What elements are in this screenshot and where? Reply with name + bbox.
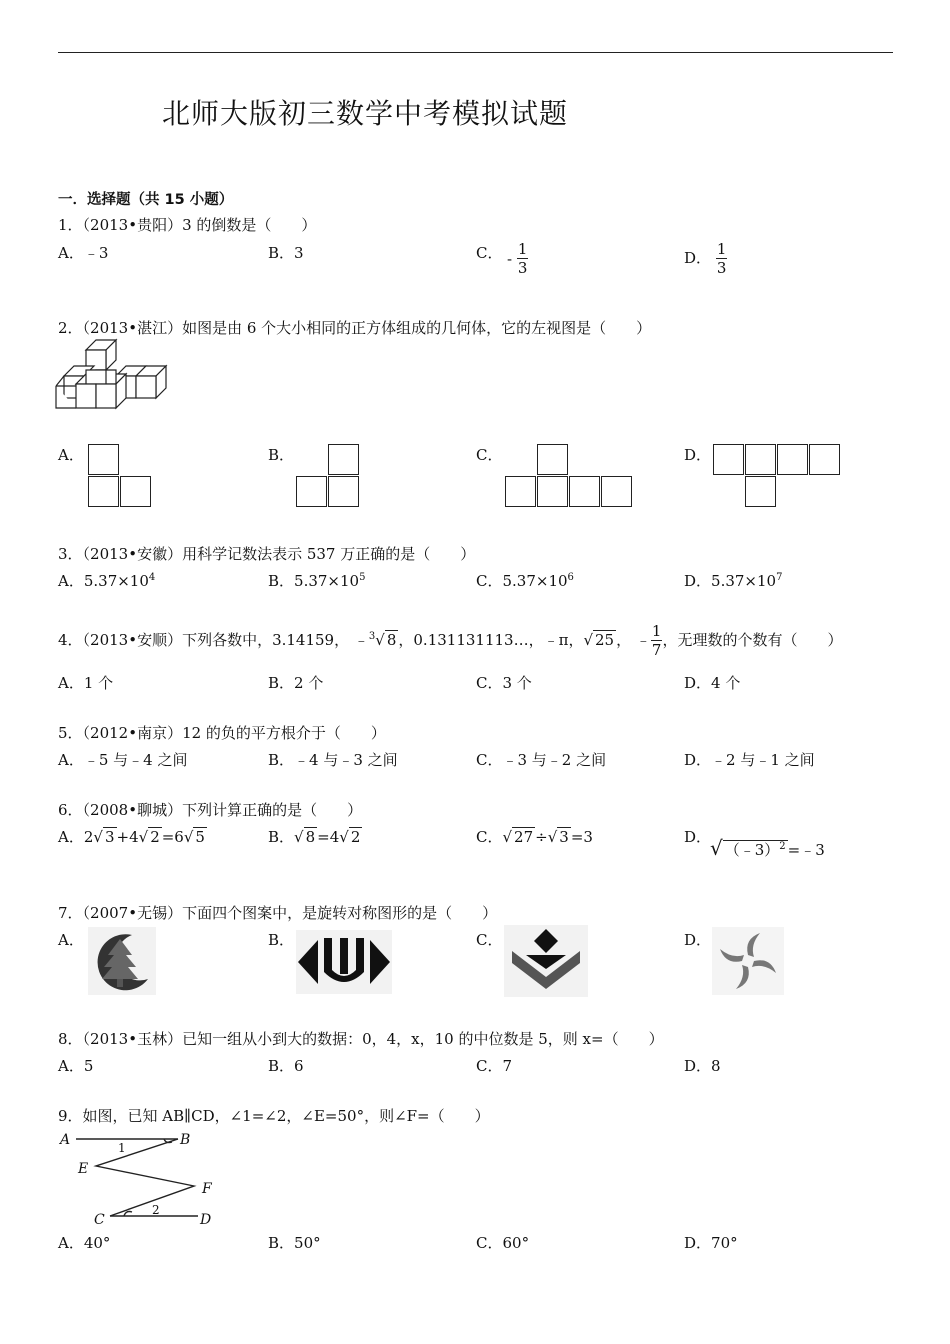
q7-option-b: B．: [268, 931, 295, 949]
q3-b-exp: 5: [359, 572, 366, 583]
q7-pattern-a-tree: [88, 927, 156, 995]
question-2-stem: 2．（2013•湛江）如图是由 6 个大小相同的正方体组成的几何体，它的左视图是（ ）: [58, 319, 652, 337]
question-7-stem: 7．（2007•无锡）下面四个图案中，是旋转对称图形的是（ ）: [58, 904, 498, 922]
q1-option-d: [684, 242, 727, 276]
q1-c-den: 3: [517, 259, 528, 277]
q2-solid-figure: [56, 338, 171, 414]
q1-option-b: B．3: [268, 244, 304, 262]
q9-label-angle2: 2: [152, 1203, 160, 1217]
q3-c-label: C．: [476, 572, 503, 590]
q4-option-b: B．2 个: [268, 674, 324, 692]
q1-option-c: [476, 242, 502, 263]
q7-pattern-b-emblem: [296, 930, 392, 994]
q6-c-root2: √ 3: [547, 828, 569, 846]
q6-d-root: √ （﹣3）$^2$: [710, 836, 786, 860]
q1-c-sign: -: [507, 250, 513, 268]
q9-label-f: F: [202, 1181, 212, 1197]
q6-b-rad1: 8: [305, 828, 316, 846]
q5-option-d: D．﹣2 与﹣1 之间: [684, 751, 815, 769]
q6-d-radicand: [723, 840, 788, 859]
q5-option-c: C．﹣3 与﹣2 之间: [476, 751, 607, 769]
q3-a-label: A．: [58, 572, 84, 590]
q4-stem-part4: ，无理数的个数有（ ）: [662, 631, 843, 649]
q9-label-e: E: [78, 1161, 89, 1177]
q7-pattern-d-pinwheel: [712, 927, 784, 995]
header-rule: [58, 52, 893, 53]
q6-b-root1: √ 8: [294, 828, 316, 846]
q2-option-c: C．: [476, 446, 503, 464]
q4-stem-part3: ，: [616, 631, 632, 649]
q6-a-rad2: 2: [150, 828, 160, 846]
question-5-stem: 5．（2012•南京）12 的负的平方根介于（ ）: [58, 724, 386, 742]
q7-option-a: A．: [58, 931, 84, 949]
q1-option-c-label: C．: [476, 244, 503, 262]
q6-a-root2: √ 2: [138, 828, 160, 846]
q4-fraction: [651, 624, 663, 658]
q8-option-b: B．6: [268, 1057, 304, 1075]
q6-c-rad1: 27: [514, 828, 534, 846]
q6-a-op: +4: [116, 828, 139, 846]
q6-option-a: [58, 826, 207, 847]
q4-cbrt-radicand: 8: [386, 631, 397, 649]
q1-d-frac: [716, 242, 728, 276]
q6-c-eq: =3: [570, 828, 593, 846]
q6-b-rad2: 2: [350, 828, 361, 846]
q6-c-op: ÷: [535, 828, 548, 846]
q3-c-exp: 6: [567, 572, 574, 583]
q6-a-root1: √ 3: [93, 828, 115, 846]
question-8-stem: 8．（2013•玉林）已知一组从小到大的数据：0，4，x，10 的中位数是 5，则 x=（ ）: [58, 1030, 664, 1048]
q7-option-d: D．: [684, 931, 712, 949]
q3-d-label: D．: [684, 572, 712, 590]
q6-option-d-label: D．: [684, 828, 712, 846]
q3-b-label: B．: [268, 572, 295, 590]
q1-d-den: 3: [716, 259, 727, 277]
q6-a-eq: =6: [161, 828, 184, 846]
q8-option-d: D．8: [684, 1057, 721, 1075]
q6-b-label: B．: [268, 828, 295, 846]
q9-option-c: C．60°: [476, 1234, 530, 1252]
q7-option-c: C．: [476, 931, 503, 949]
q8-option-a: A．5: [58, 1057, 94, 1075]
q3-c-base: 5.37×10: [502, 572, 568, 590]
q4-square-root: √ 25: [583, 631, 615, 649]
q4-frac-den: 7: [651, 641, 662, 659]
q3-b-base: 5.37×10: [294, 572, 360, 590]
q6-option-c: [476, 826, 593, 847]
q4-option-d: D．4 个: [684, 674, 741, 692]
question-9-stem: 9．如图，已知 AB∥CD，∠1=∠2，∠E=50°，则∠F=（ ）: [58, 1107, 490, 1125]
q2-option-d: D．: [684, 446, 712, 464]
q4-sqrt-radicand: 25: [595, 631, 615, 649]
q3-option-a: [58, 570, 155, 591]
q3-a-exp: 4: [148, 572, 156, 583]
q8-option-c: C．7: [476, 1057, 513, 1075]
q9-option-a: A．40°: [58, 1234, 111, 1252]
question-4-stem: [58, 624, 842, 658]
section-heading: 一．选择题（共 15 小题）: [58, 192, 234, 208]
q6-option-b: [268, 826, 362, 847]
q9-label-c: C: [94, 1212, 105, 1228]
q1-c-frac: [517, 242, 529, 276]
q3-option-d: [684, 570, 782, 591]
q9-option-d: D．70°: [684, 1234, 738, 1252]
q4-cbrt-index: 3: [368, 631, 376, 642]
q6-a-coef: 2: [83, 828, 94, 846]
q1-d-num: 1: [716, 240, 727, 258]
q1-option-a: A．﹣3: [58, 244, 109, 262]
q4-cube-root: $^3$√ 8: [368, 631, 397, 649]
q6-a-rad1: 3: [104, 828, 115, 846]
q1-option-d-label: D．: [684, 249, 712, 267]
q9-label-a: A: [60, 1132, 71, 1148]
q4-stem-part1: 4．（2013•安顺）下列各数中，3.14159，: [58, 631, 350, 649]
q6-b-root2: √ 2: [339, 828, 361, 846]
question-6-stem: 6．（2008•聊城）下列计算正确的是（ ）: [58, 801, 363, 819]
q3-a-base: 5.37×10: [83, 572, 149, 590]
q6-option-d: [710, 836, 825, 860]
q3-option-c: [476, 570, 574, 591]
q6-d-exp: 2: [779, 841, 786, 852]
q9-label-angle1: 1: [118, 1141, 126, 1155]
q6-c-root1: √ 27: [502, 828, 534, 846]
q6-c-label: C．: [476, 828, 503, 846]
q6-d-eq: =﹣3: [787, 841, 825, 859]
q6-a-label: A．: [58, 828, 84, 846]
q6-d-rad: （﹣3）: [724, 841, 780, 859]
q6-b-eq: =4: [317, 828, 340, 846]
q6-a-root3: √ 5: [183, 828, 205, 846]
q3-d-exp: 7: [776, 572, 783, 583]
q7-pattern-c-chevrons: [504, 925, 588, 997]
q6-c-rad2: 3: [559, 828, 569, 846]
q4-cbrt-sign: ﹣: [353, 631, 369, 649]
q4-option-a: A．1 个: [58, 674, 114, 692]
q9-figure: [56, 1128, 226, 1228]
q2-option-a: A．: [58, 446, 84, 464]
q4-frac-num: 1: [651, 622, 662, 640]
question-1-stem: 1．（2013•贵阳）3 的倒数是（ ）: [58, 216, 317, 234]
q4-stem-part2: ，0.131131113…，﹣π，: [398, 631, 584, 649]
q9-label-b: B: [180, 1132, 191, 1148]
page-title: 北师大版初三数学中考模拟试题: [162, 97, 569, 130]
q6-a-rad3: 5: [195, 828, 205, 846]
q4-option-c: C．3 个: [476, 674, 532, 692]
q9-label-d: D: [200, 1212, 212, 1228]
q5-option-b: B．﹣4 与﹣3 之间: [268, 751, 398, 769]
q5-option-a: A．﹣5 与﹣4 之间: [58, 751, 188, 769]
q4-frac-sign: ﹣: [635, 631, 651, 649]
q2-option-b: B．: [268, 446, 295, 464]
q3-d-base: 5.37×10: [711, 572, 777, 590]
q1-option-c-fraction: [507, 242, 528, 276]
q9-option-b: B．50°: [268, 1234, 321, 1252]
q1-c-num: 1: [517, 240, 528, 258]
question-3-stem: 3．（2013•安徽）用科学记数法表示 537 万正确的是（ ）: [58, 545, 476, 563]
q3-option-b: [268, 570, 365, 591]
